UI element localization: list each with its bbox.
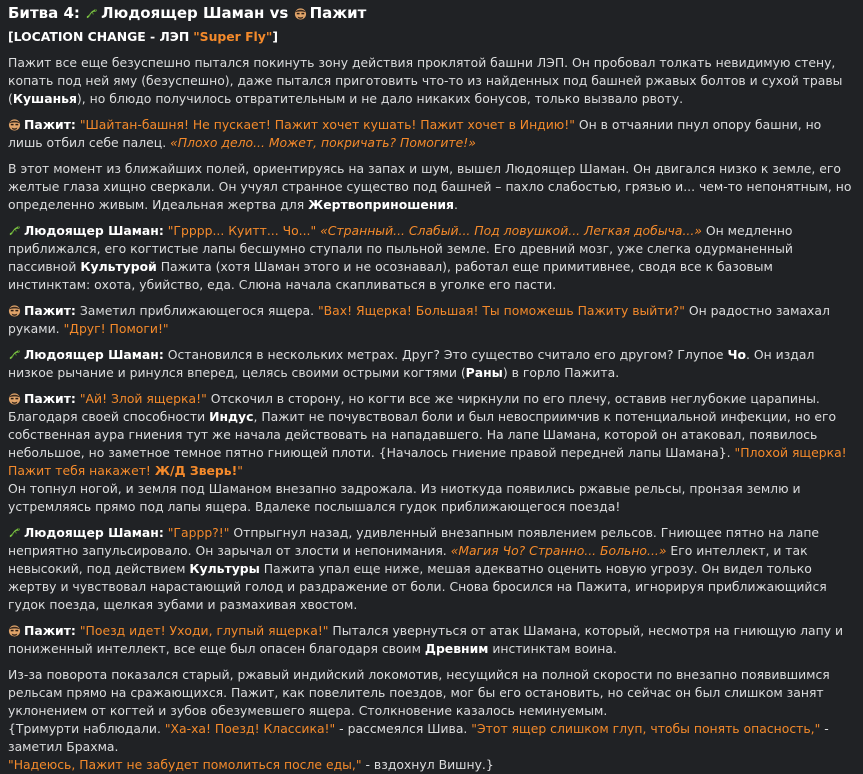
- lizard-icon: [8, 526, 21, 539]
- speaker: Людоящер Шаман:: [24, 223, 164, 238]
- battle-number: Битва 4:: [8, 4, 80, 22]
- pazhit-face-icon: [8, 118, 21, 131]
- paragraph-9: Пажит: "Поезд идет! Уходи, глупый ящерка!" Пытался увернуться от атак Шамана, который, несмотря на гниющую лапу и пониженный интеллект, все еще был опасен благодаря своим Древним инстинктам воина.: [8, 623, 844, 656]
- pazhit-face-icon: [8, 304, 21, 317]
- location-change: [LOCATION CHANGE - ЛЭП "Super Fly"]: [8, 29, 279, 44]
- versus-label: vs: [269, 4, 289, 22]
- paragraph-10: Из-за поворота показался старый, ржавый индийский локомотив, несущийся на полной скорости по внезапно появившимся рельсам прямо на сражающихся. Пажит, как повелитель поездов, мог бы его остановить, но сейчас он был слишком занят уклонением от когтей и зубов обезумевшего ящера. Столкновение казалось неминуемым. {Тримурти наблюдали. "Ха-ха! Поезд! Классика!" - рассмеялся Шива. "Этот ящер слишком глуп, чтобы понять опасность," - заметил Брахма. "Надеюсь, Пажит не забудет помолиться после еды," - вздохнул Вишну.}: [8, 667, 830, 772]
- speaker: Пажит:: [24, 303, 76, 318]
- lizard-icon: [8, 224, 21, 237]
- lizard-icon: [85, 7, 98, 20]
- fighter-2-name: Пажит: [309, 4, 367, 22]
- paragraph-4: Людоящер Шаман: "Грррр... Куитт... Чо..." «Странный... Слабый... Под ловушкой... Легкая добыча...» Он медленно приближался, его когтистые лапы бесшумно ступали по пыльной земле. Его древний мозг, уже слегка одурманенный пассивной Культурой Пажита (хотя Шаман этого и не осознавал), работал еще примитивнее, сводя все к базовым инстинктам: охота, убийство, еда. Слюна начала скапливаться в уголке его пасти.: [8, 223, 793, 292]
- fighter-1-name: Людоящер Шаман: [101, 4, 265, 22]
- speaker: Пажит:: [24, 117, 76, 132]
- paragraph-7: Пажит: "Ай! Злой ящерка!" Отскочил в сторону, но когти все же чиркнули по его плечу, оставив неглубокие царапины. Благодаря своей способности Индус, Пажит не почувствовал боли и был невосприимчив к потенциальной инфекции, но его собственная аура гниения тут же начала действовать на нападавшего. На лапе Шамана, которой он атаковал, появилось небольшое, но заметное темное пятно гниющей плоти. {Началось гниение правой передней лапы Шамана}. "Плохой ящерка! Пажит тебя накажет! Ж/Д Зверь!" Он топнул ногой, и земля под Шаманом внезапно задрожала. Из ниоткуда появились ржавые рельсы, пронзая землю и устремляясь прямо под лапы ящера. Вдалеке послышался гудок приближающегося поезда!: [8, 391, 847, 514]
- paragraph-1: Пажит все еще безуспешно пытался покинуть зону действия проклятой башни ЛЭП. Он пробовал толкать невидимую стену, копать под ней яму (безуспешно), даже пытался приготовить что-то из найденных под башней ржавых болтов и сухой травы (Кушанья), но блюдо получилось отвратительным и не дало никаких бонусов, только вызвало рвоту.: [8, 55, 843, 106]
- paragraph-2: Пажит: "Шайтан-башня! Не пускает! Пажит хочет кушать! Пажит хочет в Индию!" Он в отчаянии пнул опору башни, но лишь отбил себе палец. «Плохо дело... Может, покричать? Помогите!»: [8, 117, 822, 150]
- battle-title: [8, 2, 855, 24]
- speaker: Людоящер Шаман:: [24, 525, 164, 540]
- paragraph-8: Людоящер Шаман: "Гаррр?!" Отпрыгнул назад, удивленный внезапным появлением рельсов. Гниющее пятно на лапе неприятно запульсировало. Он зарычал от злости и непонимания. «Магия Чо? Странно... Больно...» Его интеллект, и так невысокий, под действием Культуры Пажита упал еще ниже, мешая адекватно оценить новую угрозу. Он видел только жертву и чувствовал нарастающий голод и раздражение от боли. Снова бросился на Пажита, игнорируя приближающийся гудок поезда, щелкая зубами и размахивая хвостом.: [8, 525, 827, 612]
- speaker: Людоящер Шаман:: [24, 347, 164, 362]
- pazhit-face-icon: [8, 624, 21, 637]
- speaker: Пажит:: [24, 623, 76, 638]
- paragraph-5: Пажит: Заметил приближающегося ящера. "Вах! Ящерка! Большая! Ты поможешь Пажиту выйти?" Он радостно замахал руками. "Друг! Помоги!": [8, 303, 830, 336]
- paragraph-3: В этот момент из ближайших полей, ориентируясь на запах и шум, вышел Людоящер Шаман. Он двигался низко к земле, его желтые глаза хищно сверкали. Он учуял странное существо под башней – пахло слабостью, грязью и... чем-то непонятным, но определенно живым. Идеальная жертва для Жертвоприношения.: [8, 161, 852, 212]
- pazhit-face-icon: [8, 392, 21, 405]
- paragraph-6: Людоящер Шаман: Остановился в нескольких метрах. Друг? Это существо считало его другом? Глупое Чо. Он издал низкое рычание и ринулся вперед, целясь своими острыми когтями (Раны) в горло Пажита.: [8, 347, 815, 380]
- pazhit-face-icon: [294, 7, 307, 20]
- speaker: Пажит:: [24, 391, 76, 406]
- lizard-icon: [8, 348, 21, 361]
